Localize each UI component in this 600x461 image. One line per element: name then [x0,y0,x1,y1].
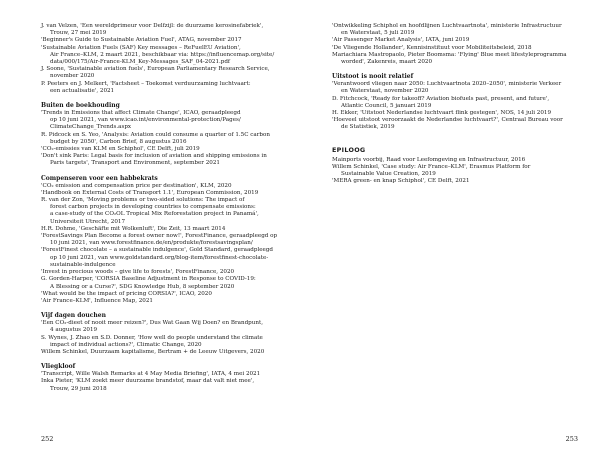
reference-text: H.R. Dohme, 'Geschäfte mit Wolkenluft', Die Zeit, 13 maart 2014 [41,225,226,232]
right-sections [332,73,578,131]
reference-entry [332,23,578,37]
reference-entry [41,378,286,392]
reference-text: Willem Schinkel, 'Case study: Air France–KLM', Erasmus Platform for Sustainable Value Creation, 2019 [332,163,531,178]
reference-entry [41,190,286,197]
reference-entry [41,233,286,247]
reference-text: 'Een CO₂-dieet of nooit meer reizen?', Dus Wat Gaan Wij Doen? en Brandpunt, 4 augustus 2019 [41,320,263,334]
reference-text: 'De Vliegende Hollander', Kennisinstituut voor Mobiliteitsbeleid, 2018 [332,44,532,51]
reference-text: 'What would be the impact of pricing CORSIA?', ICAO, 2020 [41,290,212,297]
reference-entry [41,37,286,44]
reference-entry [41,226,286,233]
reference-text: P. Peeters en J. Melkert, 'Factsheet – Toekomst verduurzaming luchtvaart: een actualisatie', 2021 [41,80,251,94]
reference-entry [41,371,286,378]
reference-entry [41,197,286,226]
reference-text: 'Invest in precious woods – give life to forests', ForestFinance, 2020 [41,269,235,276]
reference-entry [41,146,286,153]
reference-text: 'CO₂ emission and compensation price per destination', KLM, 2020 [41,182,232,189]
reference-text: Mainports voorbij, Raad voor Leefomgeving en Infrastructuur, 2016 [332,156,526,163]
reference-text: Willem Schinkel, Duurzaam kapitalisme, Bertram + de Leeuw Uitgevers, 2020 [41,348,265,355]
reference-text: R. van der Zon, 'Moving problems or two-sided solutions: The impact of forest carbon projects in developing countries to compensate emissions: a case-study of the CO₂OL Tropical Mix Reforestation project in Panamá', Universiteit Utrecht, 2017 [41,197,259,225]
left-intro-entries [41,23,286,95]
reference-entry [41,23,286,37]
reference-entry [332,81,578,95]
page-number-left: 252 [41,435,54,443]
reference-entry [332,110,578,117]
reference-text: 'MERA green- en knap Schiphol', CE Delft, 2021 [332,178,470,185]
reference-text: D. Fitchcock, 'Ready for takeoff? Aviation biofuels past, present, and future', Atlantic Council, 5 januari 2019 [332,95,550,109]
reference-text: Mariachiara Mastropaolo, Pieter Boomsma: 'Flying' Blue meet lifestyleprogramma worded', Zakenreis, maart 2020 [332,51,567,66]
section-heading: Buiten de boekhouding [41,102,120,110]
reference-entry [332,37,578,44]
reference-entry [41,291,286,298]
reference-entry [332,157,578,164]
reference-entry [41,247,286,269]
reference-entry [332,117,578,131]
reference-text: 'Air Passenger Market Analysis', IATA, juni 2019 [332,37,470,44]
section-heading: Compenseren voor een habbekrats [41,174,158,182]
section-heading: Uitstoot is nooit relatief [332,73,414,81]
left-sections [41,102,286,393]
reference-entry [41,349,286,356]
section-heading: Vliegkloof [41,363,76,371]
reference-entry [41,132,286,146]
reference-text: 'Transcript, Wille Walsh Remarks at 4 May Media Briefing', IATA, 4 mei 2021 [41,371,261,378]
reference-entry [41,269,286,276]
reference-text: 'Sustainable Aviation Fuels (SAF) Key messages – ReFuelEU Aviation', Air France–KLM, 2 maart 2021, beschikbaar via: https://influencemap.org/site/ data/000/175/Air-France-KLM_Key-Messages_SAF_04-2021.pdf [41,44,275,66]
reference-text: R. Pidcock en S. Yeo, 'Analysis: Aviation could consume a quarter of 1.5C carbon budget by 2050', Carbon Brief, 8 augustus 2016 [41,131,270,145]
reference-text: 'Verantwoord vliegen naar 2050: Luchtvaartnota 2020–2050', ministerie Verkeer en Waterstaat, november 2020 [332,81,562,95]
reference-text: H. Ekker, 'Uitstoot Nederlandse luchtvaart flink gestegen', NOS, 14 juli 2019 [332,110,552,117]
reference-entry [41,183,286,190]
reference-entry [332,45,578,52]
reference-entry [41,110,286,132]
reference-text: 'CO₂-emissies van KLM en Schiphol', CE Delft, juli 2019 [41,146,200,153]
reference-entry [41,45,286,67]
reference-entry [41,335,286,349]
right-intro-entries [332,23,578,66]
reference-entry [41,320,286,334]
reference-entry [41,66,286,80]
reference-text: Inka Pieter, 'KLM zoekt meer duurzame brandstof, maar dat valt niet mee', Trouw, 29 juni 2018 [41,378,255,392]
reference-text: 'Beginner's Guide to Sustainable Aviation Fuel', ATAG, november 2017 [41,37,242,44]
section-heading: Vijf dagen douchen [41,312,106,320]
reference-text: G. Gorden-Harper, 'CORSIA Baseline Adjustment in Response to COVID-19: A Blessing or a Curse?', SDG Knowledge Hub, 8 september 2020 [41,276,256,290]
reference-entry [332,96,578,110]
reference-text: 'ForestSavings Plan Become a forest owner now!', ForestFinance, geraadpleegd op 10 juni 2021, van www.forestfinance.de/en/produkte/forestsavingsplan/ [41,233,278,247]
reference-entry [332,52,578,66]
reference-entry [41,81,286,95]
reference-text: 'Ontwikkeling Schiphol en hoofdlijnen Luchtvaartnota', ministerie Infrastructuur en Waterstaat, 5 juli 2019 [332,23,562,37]
reference-entry [41,298,286,305]
page-number-right: 253 [565,435,578,443]
reference-entry [332,164,578,178]
reference-entry [41,153,286,167]
reference-text: 'Handbook on External Costs of Transport 1.1', European Commission, 2019 [41,189,259,196]
reference-text: 'Trends in Emissions that affect Climate Change', ICAO, geraadpleegd op 10 juni 2021, van www.icao.int/environmental-protection/Pages/ ClimateChange_Trends.aspx [41,110,241,131]
reference-text: S. Wynes, J. Zhao en S.D. Donner, 'How well do people understand the climate impact of individual actions?', Climatic Change, 2020 [41,334,263,348]
reference-text: J. Soone, 'Sustainable aviation fuels', European Parliamentary Research Service, november 2020 [41,66,270,80]
epiloog-entries [332,157,578,186]
reference-text: 'ForestFinest chocolate – a sustainable indulgence', Gold Standard, geraadpleegd op 10 juni 2021, van www.goldstandard.org/blog-item/forestfinest-chocolate- sustainable-indulgence [41,247,274,268]
reference-text: 'Don't sink Paris: Legal basis for inclusion of aviation and shipping emissions in Paris targets', Transport and Environment, september 2021 [41,153,267,167]
reference-entry [41,276,286,290]
reference-text: 'Air France–KLM', Influence Map, 2021 [41,297,153,304]
reference-text: 'Hoeveel uitstoot veroorzaakt de Nederlandse luchtvaart?', Centraal Bureau voor de Statistiek, 2019 [332,117,563,131]
reference-text: J. van Velzen, 'Een wereldprimeur voor Delfzijl: de duurzame kerosinefabriek', Trouw, 27 mei 2019 [41,23,264,37]
reference-entry [332,178,578,185]
epiloog-heading: EPILOOG [332,145,366,154]
right-page [300,0,600,461]
